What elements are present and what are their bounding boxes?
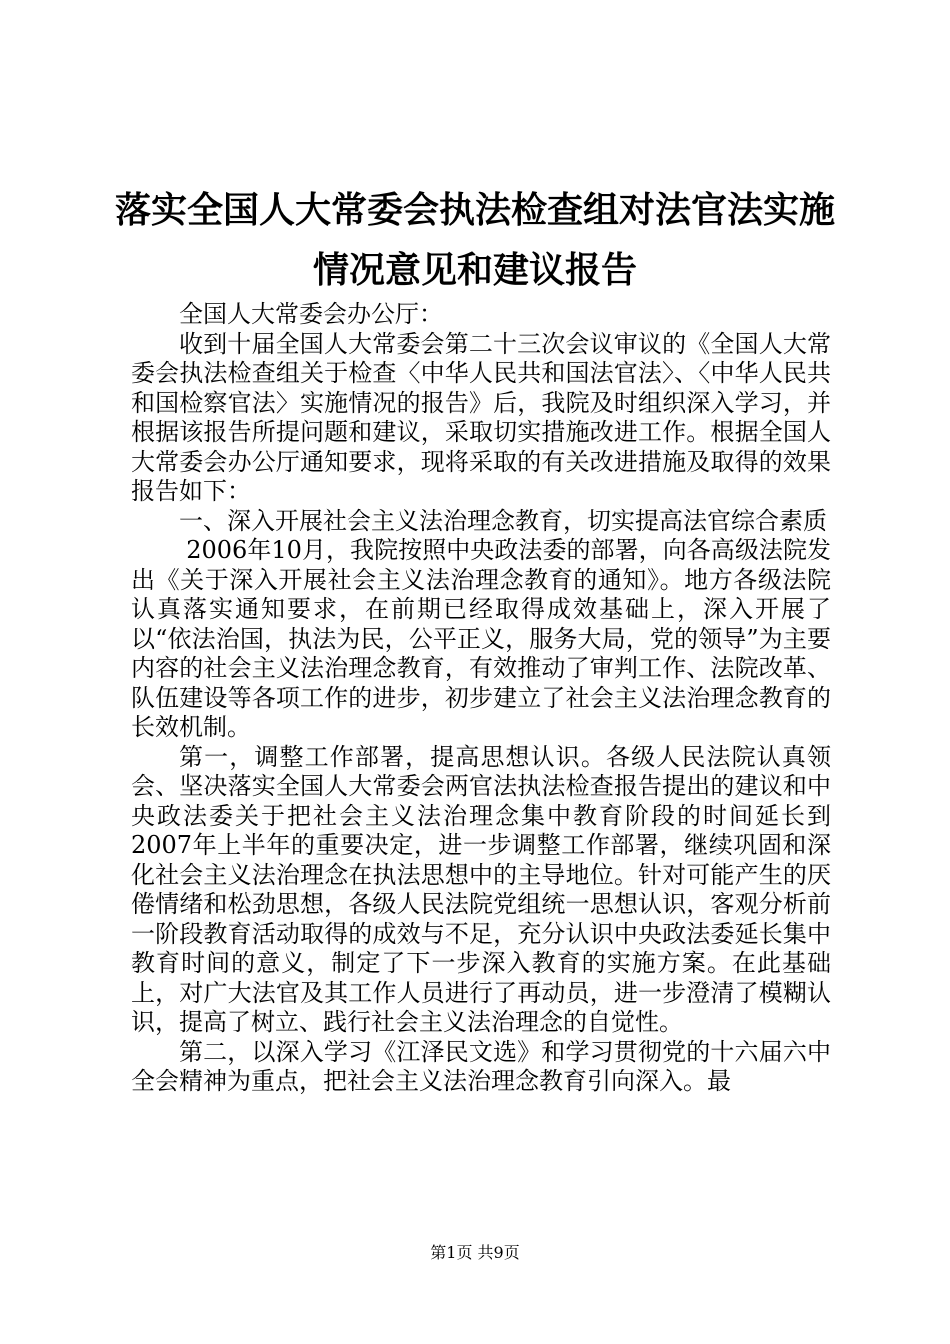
paragraph-intro: 收到十届全国人大常委会第二十三次会议审议的《全国人大常委会执法检查组关于检查〈中华人民共和国法官法〉、〈中华人民共和国检察官法〉实施情况的报告》后，我院及时组织深入学习，并根据该报告所提问题和建议，采取切实措施改进工作。根据全国人大常委会办公厅通知要求，现将采取的有关改进措施及取得的效果报告如下：: [131, 329, 831, 505]
document-body: [131, 300, 831, 1097]
paragraph-2006: 2006年10月，我院按照中央政法委的部署，向各高级法院发出《关于深入开展社会主义法治理念教育的通知》。地方各级法院认真落实通知要求，在前期已经取得成效基础上，深入开展了以“依法治国，执法为民，公平正义，服务大局，党的领导”为主要内容的社会主义法治理念教育，有效推动了审判工作、法院改革、队伍建设等各项工作的进步，初步建立了社会主义法治理念教育的长效机制。: [131, 536, 831, 741]
document-title-line-2: 情况意见和建议报告: [312, 249, 637, 291]
section-heading-1: 一、深入开展社会主义法治理念教育，切实提高法官综合素质: [179, 506, 827, 535]
document-title-line-1: 落实全国人大常委会执法检查组对法官法实施: [114, 189, 835, 231]
salutation: 全国人大常委会办公厅：: [179, 300, 443, 328]
paragraph-second-point: 第二，以深入学习《江泽民文选》和学习贯彻党的十六届六中全会精神为重点，把社会主义法治理念教育引向深入。最: [131, 1037, 831, 1095]
page-footer: 第1页 共9页: [430, 1243, 520, 1262]
paragraph-first-point: 第一，调整工作部署，提高思想认识。各级人民法院认真领会、坚决落实全国人大常委会两官法执法检查报告提出的建议和中央政法委关于把社会主义法治理念集中教育阶段的时间延长到2007年上半年的重要决定，进一步调整工作部署，继续巩固和深化社会主义法治理念在执法思想中的主导地位。针对可能产生的厌倦情绪和松劲思想，各级人民法院党组统一思想认识，客观分析前一阶段教育活动取得的成效与不足，充分认识中央政法委延长集中教育时间的意义，制定了下一步深入教育的实施方案。在此基础上，对广大法官及其工作人员进行了再动员，进一步澄清了模糊认识，提高了树立、践行社会主义法治理念的自觉性。: [131, 742, 831, 1036]
